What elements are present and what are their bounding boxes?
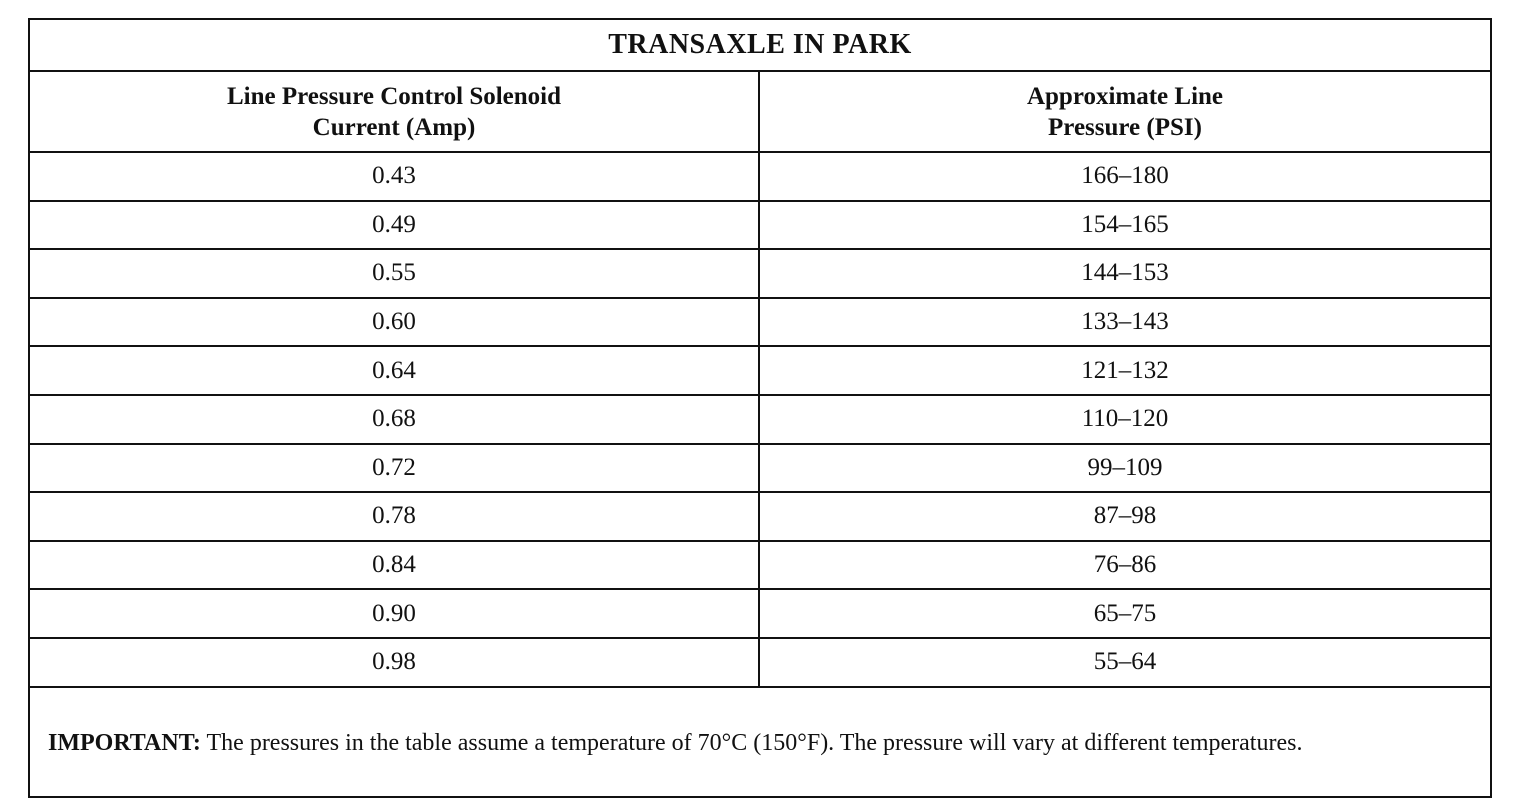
table-row: [30, 153, 1490, 202]
current-cell: 0.72: [30, 445, 760, 492]
table-row: [30, 396, 1490, 445]
current-cell: 0.78: [30, 493, 760, 540]
header-line-pressure-line1: Approximate Line: [1026, 82, 1224, 110]
header-line-pressure-line2: Pressure (PSI): [1048, 113, 1202, 141]
table-row: [30, 493, 1490, 542]
pressure-cell: 55–64: [1093, 648, 1157, 676]
current-cell: 0.64: [30, 347, 760, 394]
pressure-cell: 154–165: [1081, 210, 1169, 238]
pressure-cell: 76–86: [1093, 551, 1157, 579]
table-header-row: [30, 72, 1490, 153]
table-row: [30, 347, 1490, 396]
table-row: [30, 445, 1490, 494]
table-row: [30, 299, 1490, 348]
current-cell: 0.68: [30, 396, 760, 443]
header-solenoid-current: [30, 72, 760, 151]
table-row: [30, 590, 1490, 639]
current-cell: 0.84: [30, 542, 760, 589]
pressure-cell: 99–109: [1087, 453, 1163, 481]
important-note: [30, 688, 1490, 758]
pressure-cell: 144–153: [1081, 259, 1169, 287]
current-cell: 0.60: [30, 299, 760, 346]
pressure-cell: 110–120: [1081, 405, 1169, 433]
pressure-table: [28, 18, 1492, 798]
pressure-cell: 121–132: [1081, 356, 1169, 384]
current-cell: 0.43: [30, 153, 760, 200]
table-title: TRANSAXLE IN PARK: [30, 20, 1490, 72]
pressure-cell: 87–98: [1093, 502, 1157, 530]
current-cell: 0.98: [30, 639, 760, 686]
important-label: IMPORTANT:: [48, 729, 201, 756]
important-text: The pressures in the table assume a temperature of 70°C (150°F). The pressure will vary at different temperatures.: [206, 729, 1303, 756]
header-solenoid-current-line1: Line Pressure Control Solenoid: [226, 82, 562, 110]
current-cell: 0.55: [30, 250, 760, 297]
pressure-cell: 166–180: [1081, 162, 1169, 190]
table-row: [30, 202, 1490, 251]
current-cell: 0.90: [30, 590, 760, 637]
table-row: [30, 639, 1490, 688]
table-row: [30, 542, 1490, 591]
header-line-pressure: [760, 72, 1490, 151]
table-row: [30, 250, 1490, 299]
pressure-cell: 65–75: [1093, 599, 1157, 627]
header-solenoid-current-line2: Current (Amp): [312, 113, 476, 141]
pressure-cell: 133–143: [1081, 308, 1169, 336]
current-cell: 0.49: [30, 202, 760, 249]
